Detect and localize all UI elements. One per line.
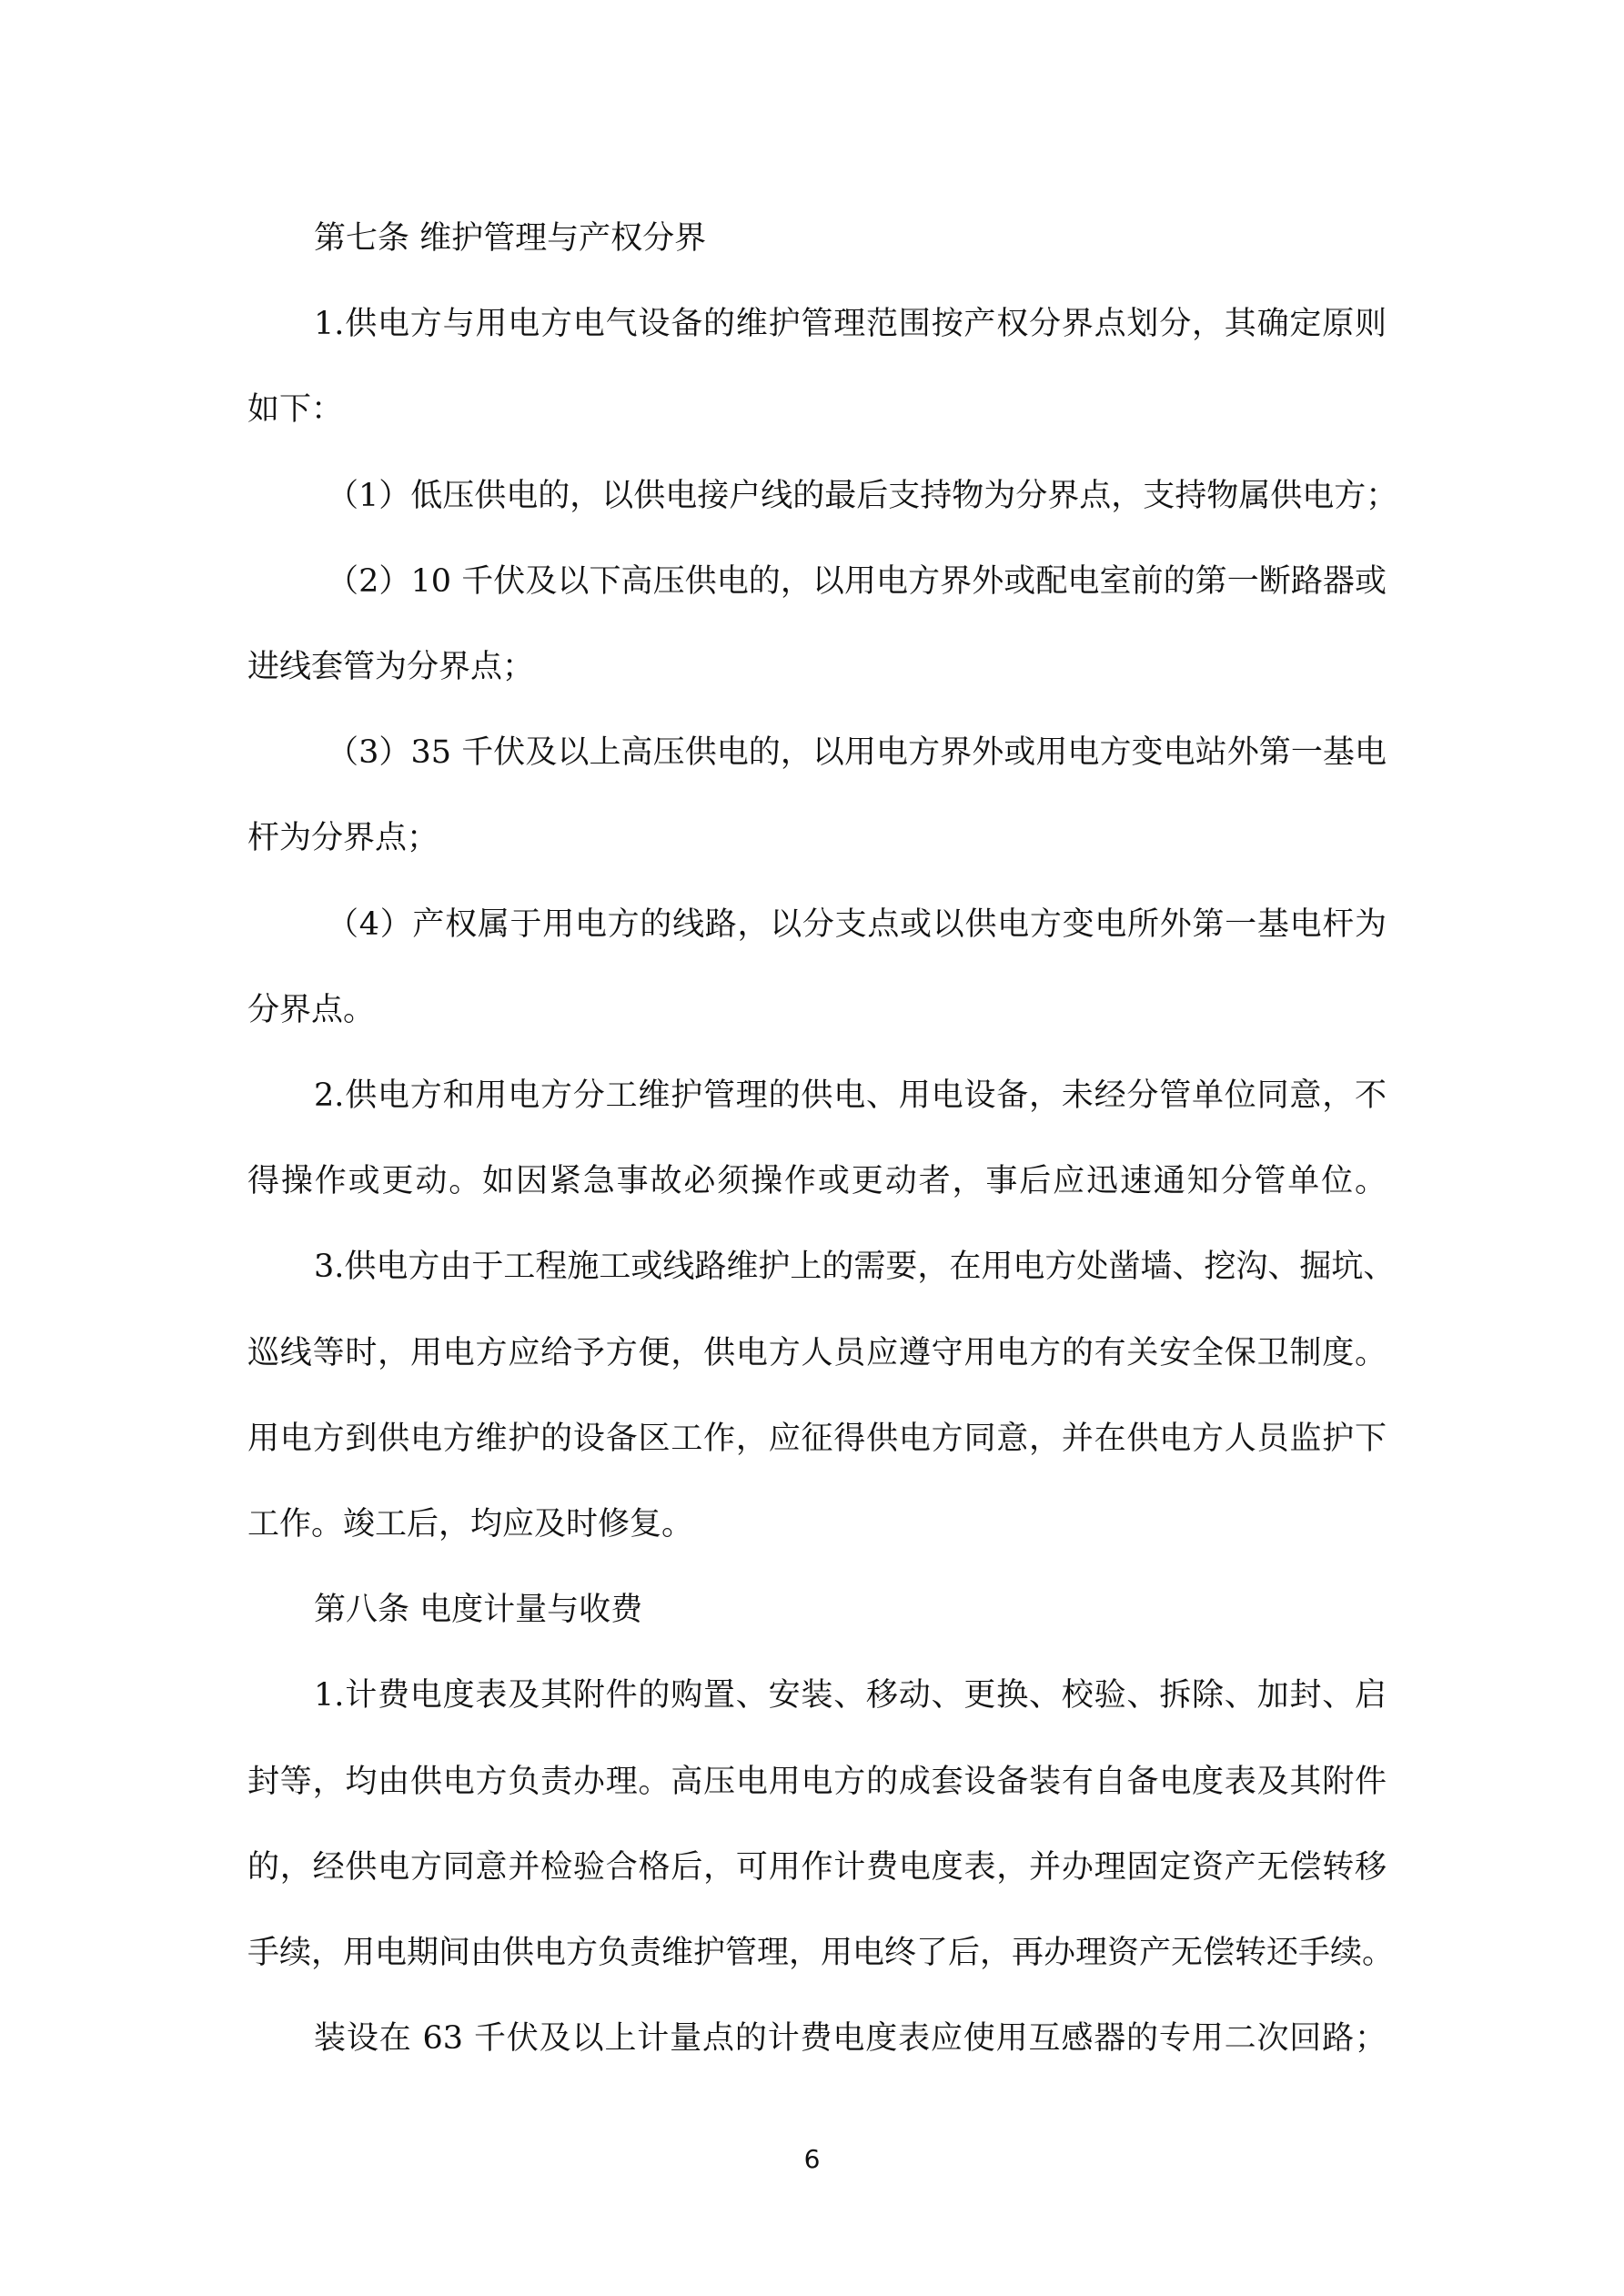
text-line: 的，经供电方同意并检验合格后，可用作计费电度表，并办理固定资产无偿转移	[247, 1848, 1387, 1886]
text-line: 2.供电方和用电方分工维护管理的供电、用电设备，未经分管单位同意，不	[314, 1077, 1387, 1114]
section-heading: 第八条 电度计量与收费	[314, 1592, 643, 1629]
text-line: 巡线等时，用电方应给予方便，供电方人员应遵守用电方的有关安全保卫制度。	[247, 1334, 1387, 1371]
text-line: 工作。竣工后，均应及时修复。	[247, 1506, 694, 1542]
section-heading: 第七条 维护管理与产权分界	[314, 220, 707, 257]
text-line: （2）10 千伏及以下高压供电的，以用电方界外或配电室前的第一断路器或	[327, 562, 1387, 600]
text-line: 1.计费电度表及其附件的购置、安装、移动、更换、校验、拆除、加封、启	[314, 1677, 1387, 1714]
text-line: （1）低压供电的，以供电接户线的最后支持物为分界点，支持物属供电方；	[327, 477, 1398, 514]
text-line: 得操作或更动。如因紧急事故必须操作或更动者，事后应迅速通知分管单位。	[247, 1163, 1387, 1200]
text-line: 封等，均由供电方负责办理。高压电用电方的成套设备装有自备电度表及其附件	[247, 1763, 1387, 1800]
text-line: 分界点。	[247, 991, 376, 1028]
text-line: 3.供电方由于工程施工或线路维护上的需要，在用电方处凿墙、挖沟、掘坑、	[314, 1249, 1396, 1286]
text-line: 1.供电方与用电方电气设备的维护管理范围按产权分界点划分，其确定原则	[314, 306, 1387, 343]
text-line: 用电方到供电方维护的设备区工作，应征得供电方同意，并在供电方人员监护下	[247, 1420, 1387, 1457]
text-line: （4）产权属于用电方的线路，以分支点或以供电方变电所外第一基电杆为	[327, 905, 1387, 943]
text-line: （3）35 千伏及以上高压供电的，以用电方界外或用电方变电站外第一基电	[327, 734, 1387, 772]
page-number: 6	[803, 2144, 821, 2174]
text-line: 如下：	[247, 391, 344, 429]
text-line: 进线套管为分界点；	[247, 649, 535, 685]
text-line: 手续，用电期间由供电方负责维护管理，用电终了后，再办理资产无偿转还手续。	[247, 1935, 1395, 1971]
text-line: 杆为分界点；	[247, 820, 439, 857]
text-line: 装设在 63 千伏及以上计量点的计费电度表应使用互感器的专用二次回路；	[314, 2020, 1387, 2058]
